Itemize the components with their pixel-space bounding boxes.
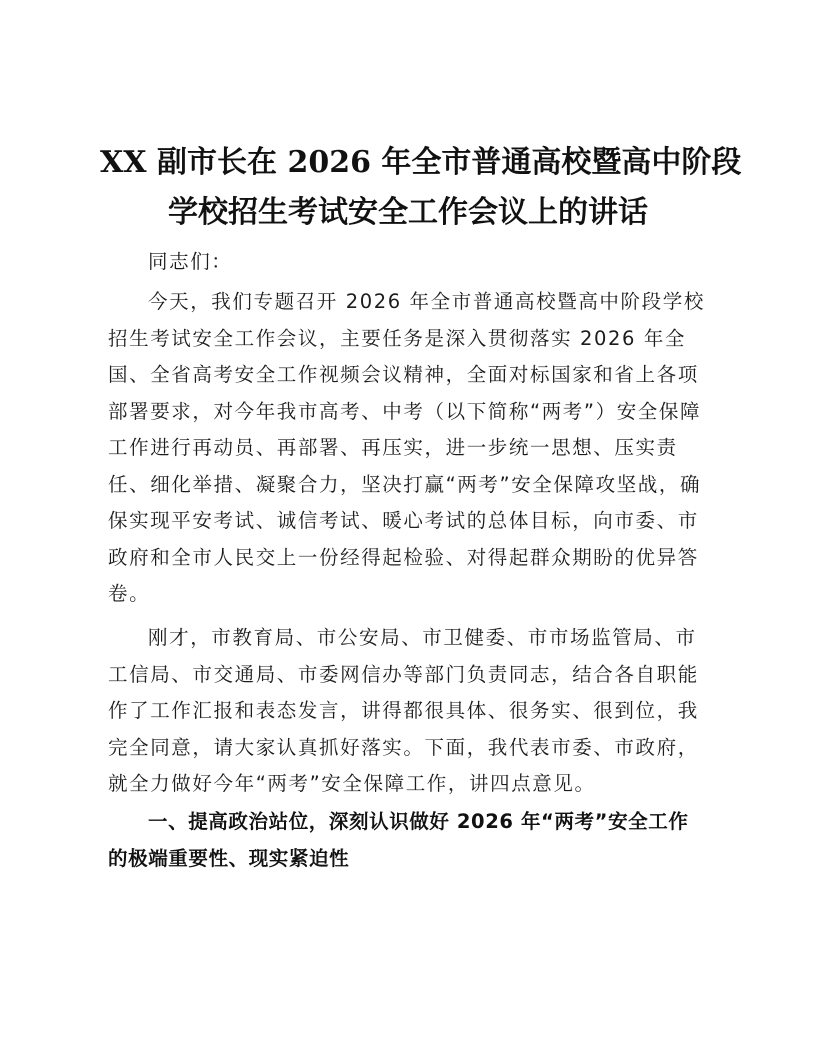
paragraph-line: 部署要求，对今年我市高考、中考（以下简称“两考”）安全保障 — [108, 399, 702, 423]
paragraph-line: 国、全省高考安全工作视频会议精神，全面对标国家和省上各项 — [108, 363, 699, 386]
title-line-2: 学校招生考试安全工作会议上的讲话 — [168, 195, 648, 230]
paragraph-line: 保实现平安考试、诚信考试、暖心考试的总体目标，向市委、市 — [108, 509, 699, 532]
paragraph-line: 今天，我们专题召开 2026 年全市普通高校暨高中阶段学校 — [148, 290, 705, 313]
paragraph-line: 卷。 — [108, 582, 151, 605]
paragraph-line: 工作进行再动员、再部署、再压实，进一步统一思想、压实责 — [108, 436, 678, 459]
paragraph-line: 作了工作汇报和表态发言，讲得都很具体、很务实、很到位，我 — [108, 699, 699, 722]
paragraph-line: 任、细化举措、凝聚合力，坚决打赢“两考”安全保障攻坚战，确 — [108, 472, 702, 496]
paragraph-reports — [108, 620, 708, 803]
paragraph-line: 工信局、市交通局、市委网信办等部门负责同志，结合各自职能 — [108, 662, 699, 686]
section-heading-line-2: 的极端重要性、现实紧迫性 — [108, 846, 350, 870]
greeting-text: 同志们： — [148, 250, 233, 273]
section-heading-1 — [108, 804, 718, 877]
greeting — [108, 244, 708, 281]
section-heading-line-1: 一、提高政治站位，深刻认识做好 2026 年“两考”安全工作 — [148, 810, 689, 833]
paragraph-line: 政府和全市人民交上一份经得起检验、对得起群众期盼的优异答 — [108, 545, 699, 569]
paragraph-line: 完全同意，请大家认真抓好落实。下面，我代表市委、市政府， — [108, 735, 699, 759]
speech-title — [100, 138, 742, 238]
paragraph-line: 刚才，市教育局、市公安局、市卫健委、市市场监管局、市 — [148, 626, 697, 649]
title-line-1: XX 副市长在 2026 年全市普通高校暨高中阶段 — [100, 145, 742, 180]
paragraph-opening — [108, 284, 708, 613]
paragraph-line: 就全力做好今年“两考”安全保障工作，讲四点意见。 — [108, 772, 596, 795]
paragraph-line: 招生考试安全工作会议，主要任务是深入贯彻落实 2026 年全 — [108, 326, 687, 350]
